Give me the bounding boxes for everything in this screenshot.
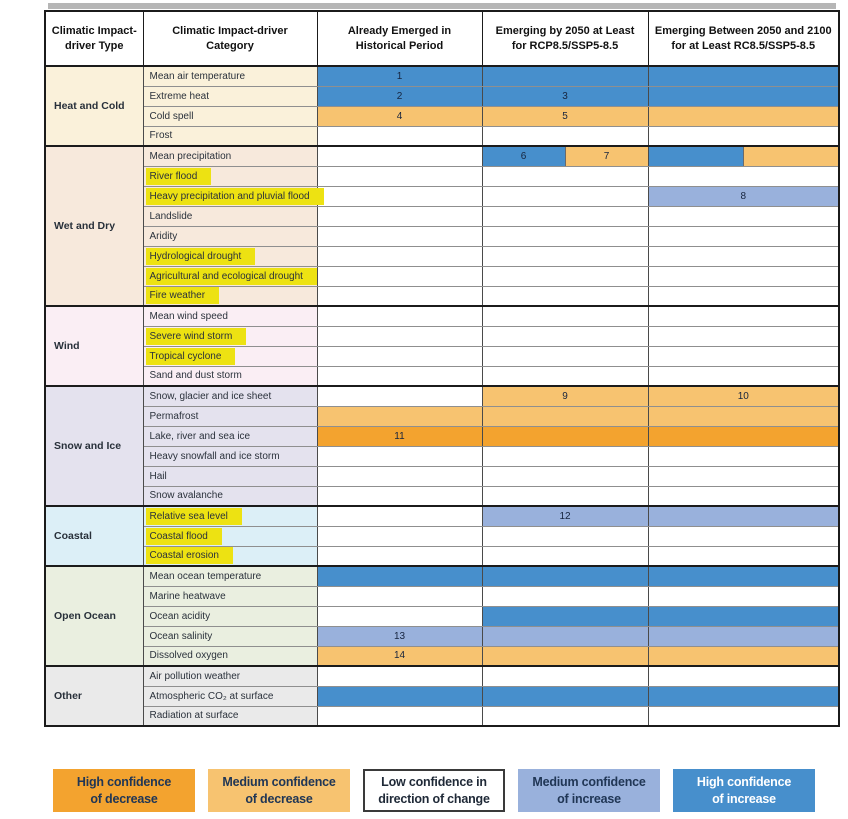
driver-category-cell bbox=[143, 266, 317, 286]
driver-category-cell bbox=[143, 186, 317, 206]
driver-category-cell bbox=[143, 386, 317, 406]
table-row bbox=[45, 266, 839, 286]
table-row bbox=[45, 666, 839, 686]
legend-item bbox=[673, 769, 815, 812]
driver-category-cell bbox=[143, 426, 317, 446]
confidence-legend bbox=[53, 769, 815, 812]
emergence-cell bbox=[317, 306, 482, 326]
driver-category-cell bbox=[143, 526, 317, 546]
category-label: Heavy snowfall and ice storm bbox=[149, 450, 280, 462]
legend-label-line2: of increase bbox=[712, 791, 776, 806]
driver-category-cell bbox=[143, 406, 317, 426]
table-row bbox=[45, 566, 839, 586]
driver-category-cell bbox=[143, 106, 317, 126]
emergence-half-cell bbox=[649, 147, 743, 166]
legend-label-line1: High confidence bbox=[76, 775, 172, 790]
emergence-cell bbox=[648, 286, 839, 306]
driver-category-cell bbox=[143, 246, 317, 266]
emergence-cell bbox=[482, 146, 648, 166]
emergence-cell: 3 bbox=[482, 86, 648, 106]
table-row bbox=[45, 126, 839, 146]
emergence-cell bbox=[648, 306, 839, 326]
legend-item bbox=[518, 769, 660, 812]
table-header-row bbox=[45, 11, 839, 66]
emergence-cell bbox=[648, 526, 839, 546]
category-label-highlighted: Fire weather bbox=[146, 287, 220, 304]
category-label-highlighted: Heavy precipitation and pluvial flood bbox=[146, 188, 324, 205]
cid-emergence-table bbox=[44, 10, 840, 727]
emergence-cell bbox=[648, 586, 839, 606]
emergence-cell: 5 bbox=[482, 106, 648, 126]
emergence-cell bbox=[482, 126, 648, 146]
driver-category-cell bbox=[143, 286, 317, 306]
table-body bbox=[45, 66, 839, 726]
emergence-cell bbox=[482, 706, 648, 726]
emergence-cell bbox=[648, 266, 839, 286]
category-label: Ocean acidity bbox=[149, 610, 211, 622]
table-row bbox=[45, 686, 839, 706]
emergence-cell bbox=[648, 546, 839, 566]
emergence-cell bbox=[317, 586, 482, 606]
category-label: Lake, river and sea ice bbox=[149, 430, 251, 442]
emergence-half-cell bbox=[743, 147, 838, 166]
emergence-cell bbox=[482, 606, 648, 626]
emergence-cell: 1 bbox=[317, 66, 482, 86]
table-row bbox=[45, 406, 839, 426]
driver-category-cell bbox=[143, 626, 317, 646]
emergence-cell bbox=[317, 166, 482, 186]
emergence-cell bbox=[648, 326, 839, 346]
emergence-cell bbox=[317, 466, 482, 486]
emergence-cell bbox=[648, 446, 839, 466]
table-row bbox=[45, 146, 839, 166]
category-label: Mean ocean temperature bbox=[149, 570, 262, 582]
table-row bbox=[45, 306, 839, 326]
driver-type-cell: Snow and Ice bbox=[45, 386, 143, 506]
emergence-cell bbox=[648, 126, 839, 146]
legend-label-line1: Medium confidence bbox=[532, 775, 646, 790]
category-label: Landslide bbox=[149, 210, 193, 222]
emergence-cell: 12 bbox=[482, 506, 648, 526]
column-header-emerging-2050: Emerging by 2050 at Least for RCP8.5/SSP5-8.5 bbox=[482, 11, 648, 66]
category-label: Snow avalanche bbox=[149, 490, 223, 502]
emergence-cell bbox=[482, 446, 648, 466]
table-row bbox=[45, 446, 839, 466]
table-row bbox=[45, 366, 839, 386]
category-label: Cold spell bbox=[149, 110, 194, 122]
emergence-cell bbox=[648, 146, 839, 166]
table-row bbox=[45, 546, 839, 566]
emergence-cell bbox=[317, 326, 482, 346]
driver-category-cell bbox=[143, 546, 317, 566]
column-header-driver-category: Climatic Impact-driver Category bbox=[143, 11, 317, 66]
emergence-cell bbox=[648, 606, 839, 626]
emergence-cell: 2 bbox=[317, 86, 482, 106]
emergence-cell bbox=[317, 546, 482, 566]
column-header-driver-type: Climatic Impact-driver Type bbox=[45, 11, 143, 66]
category-label: Mean precipitation bbox=[149, 150, 232, 162]
emergence-cell bbox=[482, 486, 648, 506]
driver-category-cell bbox=[143, 686, 317, 706]
category-label: Air pollution weather bbox=[149, 670, 241, 682]
table-row bbox=[45, 346, 839, 366]
emergence-cell bbox=[317, 566, 482, 586]
emergence-cell bbox=[317, 346, 482, 366]
table-row bbox=[45, 466, 839, 486]
table-row bbox=[45, 166, 839, 186]
scan-artifact-strip bbox=[48, 3, 836, 9]
table-row bbox=[45, 66, 839, 86]
emergence-cell bbox=[648, 626, 839, 646]
driver-category-cell bbox=[143, 506, 317, 526]
driver-type-cell: Other bbox=[45, 666, 143, 726]
driver-type-cell: Wind bbox=[45, 306, 143, 386]
legend-label-line1: High confidence bbox=[696, 775, 792, 790]
emergence-cell bbox=[648, 686, 839, 706]
emergence-cell bbox=[482, 346, 648, 366]
emergence-cell bbox=[482, 326, 648, 346]
emergence-cell bbox=[482, 546, 648, 566]
legend-label-line2: direction of change bbox=[378, 791, 490, 806]
emergence-half-cell: 7 bbox=[565, 147, 648, 166]
table-row bbox=[45, 386, 839, 406]
table-row bbox=[45, 106, 839, 126]
emergence-cell bbox=[648, 166, 839, 186]
driver-category-cell bbox=[143, 646, 317, 666]
legend-label-line1: Medium confidence bbox=[222, 775, 336, 790]
emergence-cell bbox=[648, 706, 839, 726]
category-label-highlighted: Coastal flood bbox=[146, 528, 222, 545]
emergence-cell bbox=[648, 366, 839, 386]
legend-item bbox=[53, 769, 195, 812]
driver-category-cell bbox=[143, 566, 317, 586]
category-label: Marine heatwave bbox=[149, 590, 226, 602]
emergence-cell bbox=[317, 146, 482, 166]
category-label-highlighted: Coastal erosion bbox=[146, 547, 233, 564]
emergence-cell bbox=[482, 666, 648, 686]
emergence-cell bbox=[482, 526, 648, 546]
emergence-cell bbox=[482, 566, 648, 586]
emergence-cell bbox=[317, 486, 482, 506]
table-row bbox=[45, 606, 839, 626]
driver-category-cell bbox=[143, 306, 317, 326]
emergence-cell bbox=[648, 86, 839, 106]
emergence-cell: 4 bbox=[317, 106, 482, 126]
emergence-cell bbox=[317, 186, 482, 206]
driver-category-cell bbox=[143, 66, 317, 86]
emergence-cell bbox=[317, 446, 482, 466]
emergence-half-cell: 6 bbox=[483, 147, 565, 166]
emergence-cell bbox=[648, 246, 839, 266]
table-row bbox=[45, 586, 839, 606]
emergence-cell: 13 bbox=[317, 626, 482, 646]
driver-category-cell bbox=[143, 486, 317, 506]
category-label: Permafrost bbox=[149, 410, 199, 422]
driver-category-cell bbox=[143, 706, 317, 726]
emergence-cell bbox=[317, 706, 482, 726]
emergence-cell bbox=[482, 426, 648, 446]
emergence-cell bbox=[648, 426, 839, 446]
driver-category-cell bbox=[143, 606, 317, 626]
table-row bbox=[45, 86, 839, 106]
driver-category-cell bbox=[143, 586, 317, 606]
emergence-cell bbox=[648, 346, 839, 366]
emergence-cell bbox=[648, 566, 839, 586]
emergence-cell bbox=[648, 666, 839, 686]
category-label: Aridity bbox=[149, 230, 178, 242]
emergence-cell bbox=[482, 586, 648, 606]
driver-category-cell bbox=[143, 146, 317, 166]
driver-category-cell bbox=[143, 666, 317, 686]
table-row bbox=[45, 486, 839, 506]
category-label: Hail bbox=[149, 470, 167, 482]
emergence-cell bbox=[482, 246, 648, 266]
category-label: Atmospheric CO₂ at surface bbox=[149, 690, 274, 702]
emergence-cell bbox=[317, 386, 482, 406]
emergence-cell bbox=[648, 206, 839, 226]
emergence-cell bbox=[317, 286, 482, 306]
category-label: Frost bbox=[149, 130, 173, 142]
emergence-cell bbox=[317, 686, 482, 706]
legend-label-line2: of decrease bbox=[90, 791, 158, 806]
table-row bbox=[45, 506, 839, 526]
table-row bbox=[45, 286, 839, 306]
category-label: Ocean salinity bbox=[149, 630, 213, 642]
table-row bbox=[45, 206, 839, 226]
emergence-cell bbox=[482, 286, 648, 306]
emergence-cell bbox=[317, 206, 482, 226]
emergence-cell bbox=[482, 366, 648, 386]
emergence-cell bbox=[648, 226, 839, 246]
emergence-cell: 14 bbox=[317, 646, 482, 666]
table-row bbox=[45, 426, 839, 446]
driver-category-cell bbox=[143, 126, 317, 146]
category-label: Extreme heat bbox=[149, 90, 209, 102]
emergence-cell bbox=[482, 626, 648, 646]
table-row bbox=[45, 226, 839, 246]
table-row bbox=[45, 646, 839, 666]
emergence-cell bbox=[317, 246, 482, 266]
emergence-cell bbox=[648, 106, 839, 126]
driver-category-cell bbox=[143, 86, 317, 106]
driver-category-cell bbox=[143, 346, 317, 366]
emergence-cell bbox=[648, 466, 839, 486]
driver-category-cell bbox=[143, 166, 317, 186]
category-label: Mean air temperature bbox=[149, 70, 246, 82]
emergence-cell bbox=[317, 506, 482, 526]
category-label-highlighted: River flood bbox=[146, 168, 212, 185]
emergence-cell bbox=[648, 486, 839, 506]
driver-category-cell bbox=[143, 226, 317, 246]
emergence-cell bbox=[317, 126, 482, 146]
category-label-highlighted: Relative sea level bbox=[146, 508, 242, 525]
emergence-cell: 8 bbox=[648, 186, 839, 206]
table-row bbox=[45, 326, 839, 346]
emergence-cell: 9 bbox=[482, 386, 648, 406]
column-header-emerging-2050-2100: Emerging Between 2050 and 2100 for at Least RC8.5/SSP5-8.5 bbox=[648, 11, 839, 66]
emergence-cell bbox=[648, 506, 839, 526]
category-label: Mean wind speed bbox=[149, 310, 228, 322]
category-label: Dissolved oxygen bbox=[149, 650, 228, 662]
emergence-cell bbox=[648, 406, 839, 426]
legend-label-line1: Low confidence in bbox=[381, 775, 487, 790]
category-label-highlighted: Severe wind storm bbox=[146, 328, 247, 345]
emergence-cell bbox=[482, 646, 648, 666]
emergence-cell bbox=[317, 266, 482, 286]
emergence-cell bbox=[482, 226, 648, 246]
emergence-cell bbox=[482, 206, 648, 226]
driver-category-cell bbox=[143, 466, 317, 486]
emergence-cell bbox=[482, 66, 648, 86]
emergence-cell bbox=[317, 606, 482, 626]
emergence-cell: 10 bbox=[648, 386, 839, 406]
emergence-cell bbox=[317, 666, 482, 686]
driver-type-cell: Open Ocean bbox=[45, 566, 143, 666]
category-label-highlighted: Agricultural and ecological drought bbox=[146, 268, 317, 285]
emergence-cell bbox=[482, 186, 648, 206]
driver-category-cell bbox=[143, 446, 317, 466]
emergence-cell bbox=[317, 406, 482, 426]
legend-label-line2: of decrease bbox=[245, 791, 313, 806]
emergence-cell bbox=[317, 526, 482, 546]
category-label: Snow, glacier and ice sheet bbox=[149, 390, 272, 402]
emergence-cell bbox=[482, 686, 648, 706]
driver-type-cell: Heat and Cold bbox=[45, 66, 143, 146]
emergence-cell bbox=[317, 366, 482, 386]
emergence-cell bbox=[482, 166, 648, 186]
emergence-cell bbox=[317, 226, 482, 246]
emergence-cell bbox=[482, 266, 648, 286]
table-row bbox=[45, 626, 839, 646]
category-label-highlighted: Tropical cyclone bbox=[146, 348, 236, 365]
legend-item bbox=[208, 769, 350, 812]
table-row bbox=[45, 186, 839, 206]
emergence-cell bbox=[482, 306, 648, 326]
driver-category-cell bbox=[143, 326, 317, 346]
emergence-cell bbox=[648, 646, 839, 666]
emergence-cell bbox=[482, 406, 648, 426]
table-row bbox=[45, 526, 839, 546]
table-row bbox=[45, 706, 839, 726]
category-label: Radiation at surface bbox=[149, 710, 239, 722]
driver-type-cell: Wet and Dry bbox=[45, 146, 143, 306]
table-row bbox=[45, 246, 839, 266]
category-label-highlighted: Hydrological drought bbox=[146, 248, 256, 265]
emergence-cell: 11 bbox=[317, 426, 482, 446]
legend-item bbox=[363, 769, 505, 812]
category-label: Sand and dust storm bbox=[149, 370, 242, 382]
driver-type-cell: Coastal bbox=[45, 506, 143, 566]
driver-category-cell bbox=[143, 366, 317, 386]
emergence-cell bbox=[648, 66, 839, 86]
driver-category-cell bbox=[143, 206, 317, 226]
legend-label-line2: of increase bbox=[557, 791, 621, 806]
emergence-cell bbox=[482, 466, 648, 486]
column-header-already-emerged: Already Emerged in Historical Period bbox=[317, 11, 482, 66]
